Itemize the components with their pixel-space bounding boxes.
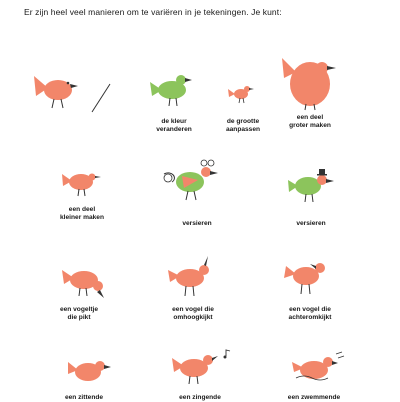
bird-decorated-drawing — [162, 160, 232, 204]
bird-green-drawing — [148, 72, 198, 112]
bird-small-drawing — [228, 84, 258, 108]
caption-looking-up: een vogel die omhoogkijkt — [172, 306, 214, 321]
caption-singing: een zingende — [179, 394, 221, 401]
caption-decorate-1: versieren — [182, 220, 212, 227]
caption-color: de kleur veranderen — [156, 118, 192, 133]
caption-looking-back: een vogel die achteromkijkt — [288, 306, 332, 321]
caption-pecking: een vogeltje die pikt — [59, 306, 99, 321]
caption-decorate-2: versieren — [296, 220, 326, 227]
intro-text: Er zijn heel veel manieren om te variëren in je tekeningen. Je kunt: — [24, 7, 282, 17]
bird-sitting-drawing — [66, 358, 116, 388]
bird-hat-drawing — [286, 166, 342, 208]
caption-part-bigger: een deel groter maken — [289, 114, 331, 129]
caption-size: de grootte aanpassen — [225, 118, 261, 133]
bird-pecking-drawing — [60, 266, 116, 306]
bird-lookback-drawing — [282, 258, 342, 302]
bird-original-drawing — [32, 70, 112, 120]
caption-swimming: een zwemmende — [287, 394, 341, 401]
bird-bigbody-drawing — [280, 56, 346, 112]
bird-smallhead-drawing — [60, 168, 110, 202]
bird-swimming-drawing — [290, 352, 350, 388]
caption-sitting: een zittende — [64, 394, 104, 401]
caption-part-smaller: een deel kleiner maken — [60, 206, 104, 221]
bird-lookup-drawing — [166, 256, 226, 300]
bird-singing-drawing — [170, 350, 240, 390]
